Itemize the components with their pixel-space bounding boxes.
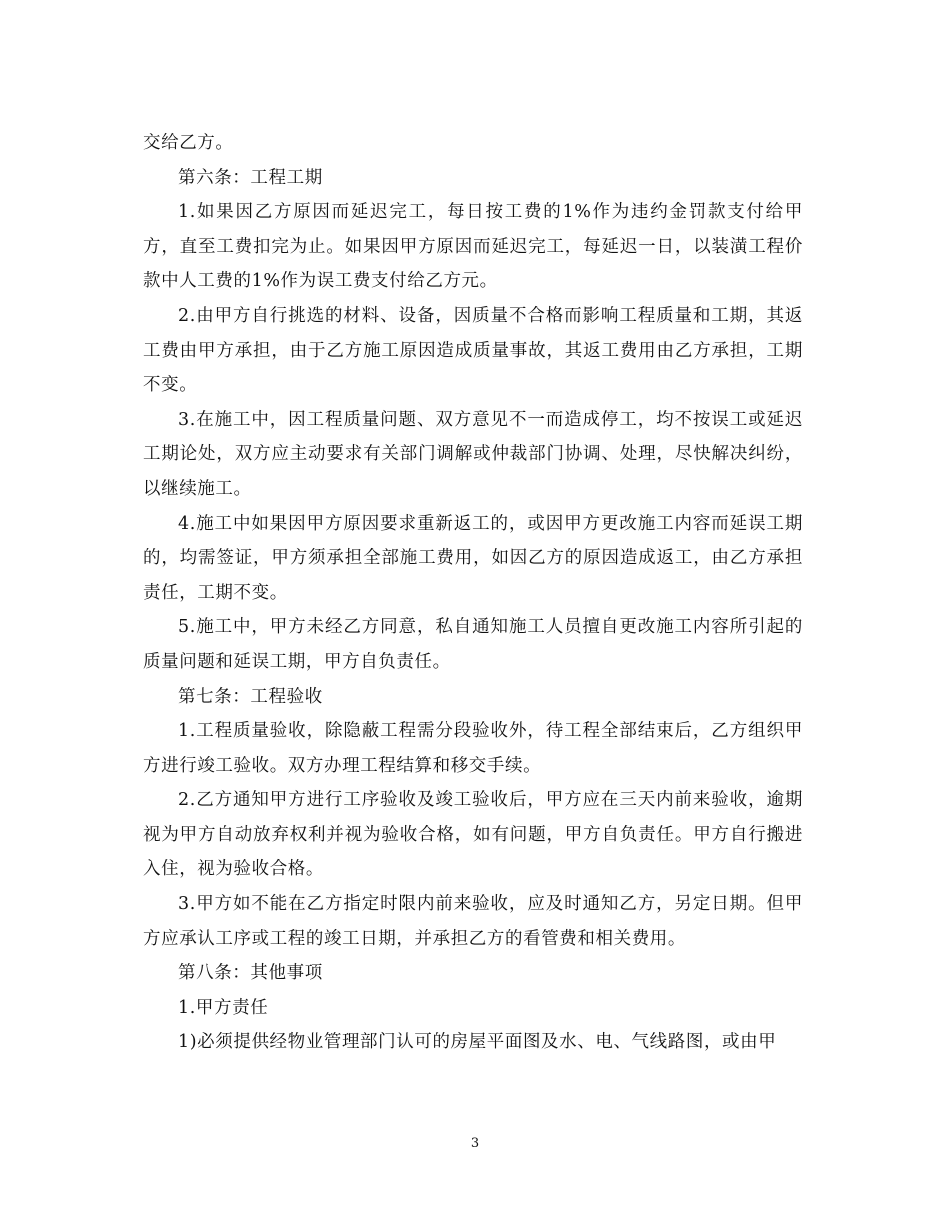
article-eight-heading: 第八条：其他事项 xyxy=(178,963,323,984)
article-six-clause-4: 4.施工中如果因甲方原因要求重新返工的，或因甲方更改施工内容而延误工期的，均需签证，甲方须承担全部施工费用，如因乙方的原因造成返工，由乙方承担责任，工期不变。 xyxy=(143,513,803,603)
article-six-heading: 第六条：工程工期 xyxy=(178,167,323,188)
article-seven-clause-1: 1.工程质量验收，除隐蔽工程需分段验收外，待工程全部结束后，乙方组织甲方进行竣工验收。双方办理工程结算和移交手续。 xyxy=(143,721,803,776)
article-six-clause-1: 1.如果因乙方原因而延迟完工，每日按工费的1%作为违约金罚款支付给甲方，直至工费扣完为止。如果因甲方原因而延迟完工，每延迟一日，以装潢工程价款中人工费的1%作为误工费支付给乙方元。 xyxy=(143,202,803,292)
article-seven-clause-3: 3.甲方如不能在乙方指定时限内前来验收，应及时通知乙方，另定日期。但甲方应承认工序或工程的竣工日期，并承担乙方的看管费和相关费用。 xyxy=(143,894,803,949)
page-number: 3 xyxy=(470,1136,480,1151)
article-eight-item-1: 1)必须提供经物业管理部门认可的房屋平面图及水、电、气线路图，或由甲 xyxy=(178,1032,777,1053)
paragraph-continuation: 交给乙方。 xyxy=(143,133,234,153)
article-seven-heading: 第七条：工程验收 xyxy=(178,686,323,707)
article-six-clause-3: 3.在施工中，因工程质量问题、双方意见不一而造成停工，均不按误工或延迟工期论处，双方应主动要求有关部门调解或仲裁部门协调、处理，尽快解决纠纷，以继续施工。 xyxy=(143,409,803,499)
article-six-clause-5: 5.施工中，甲方未经乙方同意，私自通知施工人员擅自更改施工内容所引起的质量问题和延误工期，甲方自负责任。 xyxy=(143,617,803,672)
article-eight-subheading: 1.甲方责任 xyxy=(178,997,269,1018)
document-body xyxy=(143,126,803,1060)
article-seven-clause-2: 2.乙方通知甲方进行工序验收及竣工验收后，甲方应在三天内前来验收，逾期视为甲方自动放弃权利并视为验收合格，如有问题，甲方自负责任。甲方自行搬进入住，视为验收合格。 xyxy=(143,790,803,880)
article-six-clause-2: 2.由甲方自行挑选的材料、设备，因质量不合格而影响工程质量和工期，其返工费由甲方承担，由于乙方施工原因造成质量事故，其返工费用由乙方承担，工期不变。 xyxy=(143,305,803,396)
